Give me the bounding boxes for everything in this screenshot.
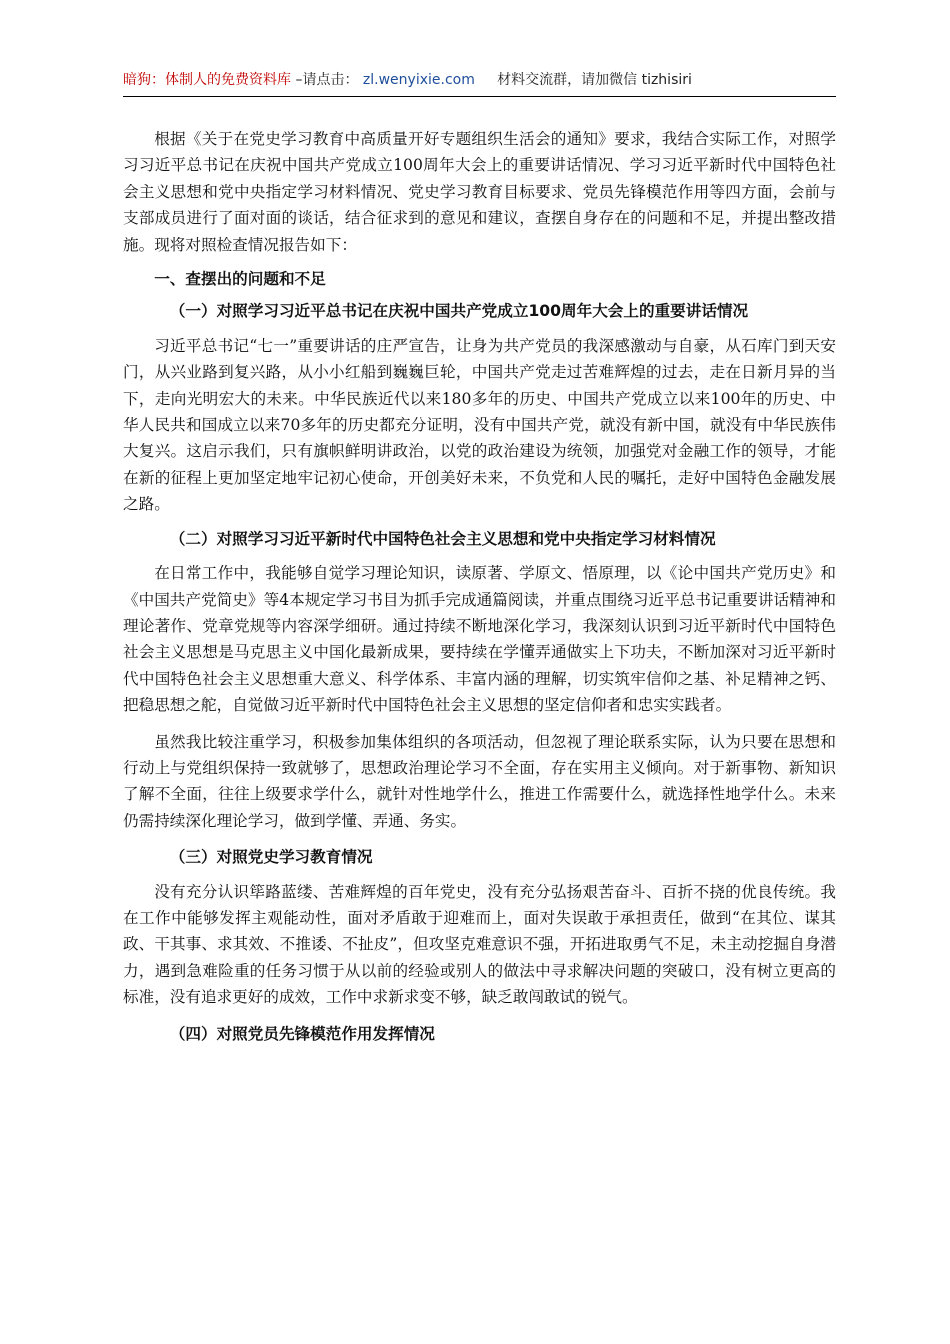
paragraph: 在日常工作中，我能够自觉学习理论知识，读原著、学原文、悟原理，以《论中国共产党历史》和《中国共产党简史》等4本规定学习书目为抓手完成通篇阅读，并重点围绕习近平总书记重要讲话精神和理论著作、党章党规等内容深学细研。通过持续不断地深化学习，我深刻认识到习近平新时代中国特色社会主义思想是马克思主义中国化最新成果，要持续在学懂弄通做实上下功夫，不断加深对习近平新时代中国特色社会主义思想重大意义、科学体系、丰富内涵的理解，切实筑牢信仰之基、补足精神之钙、把稳思想之舵，自觉做习近平新时代中国特色社会主义思想的坚定信仰者和忠实实践者。 — [123, 564, 836, 715]
header-url-link[interactable]: zl.wenyixie.com — [362, 72, 475, 88]
paragraph: 没有充分认识筚路蓝缕、苦难辉煌的百年党史，没有充分弘扬艰苦奋斗、百折不挠的优良传统。我在工作中能够发挥主观能动性，面对矛盾敢于迎难而上，面对失误敢于承担责任，做到“在其位、谋其政、干其事、求其效、不推诿、不扯皮”，但攻坚克难意识不强，开拓进取勇气不足，未主动挖掘自身潜力，遇到急难险重的任务习惯于从以前的经验或别人的做法中寻求解决问题的突破口，没有树立更高的标准，没有追求更好的成效，工作中求新求变不够，缺乏敢闯敢试的锐气。 — [123, 882, 836, 1007]
header-brand: 暗狗：体制人的免费资料库 — [123, 72, 291, 88]
page-header — [123, 68, 836, 97]
section-heading-problems: 一、查摆出的问题和不足 — [154, 270, 326, 289]
subsection-heading-4: （四）对照党员先锋模范作用发挥情况 — [169, 1024, 435, 1043]
paragraph: 虽然我比较注重学习，积极参加集体组织的各项活动，但忽视了理论联系实际，认为只要在思想和行动上与党组织保持一致就够了，思想政治理论学习不全面，存在实用主义倾向。对于新事物、新知识了解不全面，往往上级要求学什么，就针对性地学什么，推进工作需要什么，就选择性地学什么。未来仍需持续深化理论学习，做到学懂、弄通、务实。 — [123, 732, 836, 830]
paragraph: 习近平总书记“七一”重要讲话的庄严宣告，让身为共产党员的我深感激动与自豪，从石库门到天安门，从兴业路到复兴路，从小小红船到巍巍巨轮，中国共产党走过苦难辉煌的过去，走在日新月异的当下，走向光明宏大的未来。中华民族近代以来180多年的历史、中国共产党成立以来100年的历史、中华人民共和国成立以来70多年的历史都充分证明，没有中国共产党，就没有新中国，就没有中华民族伟大复兴。这启示我们，只有旗帜鲜明讲政治，以党的政治建设为统领，加强党对金融工作的领导，才能在新的征程上更加坚定地牢记初心使命，开创美好未来，不负党和人民的嘱托，走好中国特色金融发展之路。 — [123, 336, 836, 514]
subsection-heading-3: （三）对照党史学习教育情况 — [169, 848, 373, 867]
document-body — [123, 126, 836, 1055]
intro-paragraph: 根据《关于在党史学习教育中高质量开好专题组织生活会的通知》要求，我结合实际工作，对照学习习近平总书记在庆祝中国共产党成立100周年大会上的重要讲话情况、学习习近平新时代中国特色社会主义思想和党中央指定学习材料情况、党史学习教育目标要求、党员先锋模范作用等四方面，会前与支部成员进行了面对面的谈话，结合征求到的意见和建议，查摆自身存在的问题和不足，并提出整改措施。现将对照检查情况报告如下： — [123, 130, 836, 254]
subsection-heading-1: （一）对照学习习近平总书记在庆祝中国共产党成立100周年大会上的重要讲话情况 — [169, 302, 749, 321]
header-click-prefix: –请点击： — [295, 72, 359, 88]
subsection-heading-2: （二）对照学习习近平新时代中国特色社会主义思想和党中央指定学习材料情况 — [169, 529, 716, 548]
header-wechat-group: 材料交流群，请加微信 tizhisiri — [497, 72, 692, 88]
